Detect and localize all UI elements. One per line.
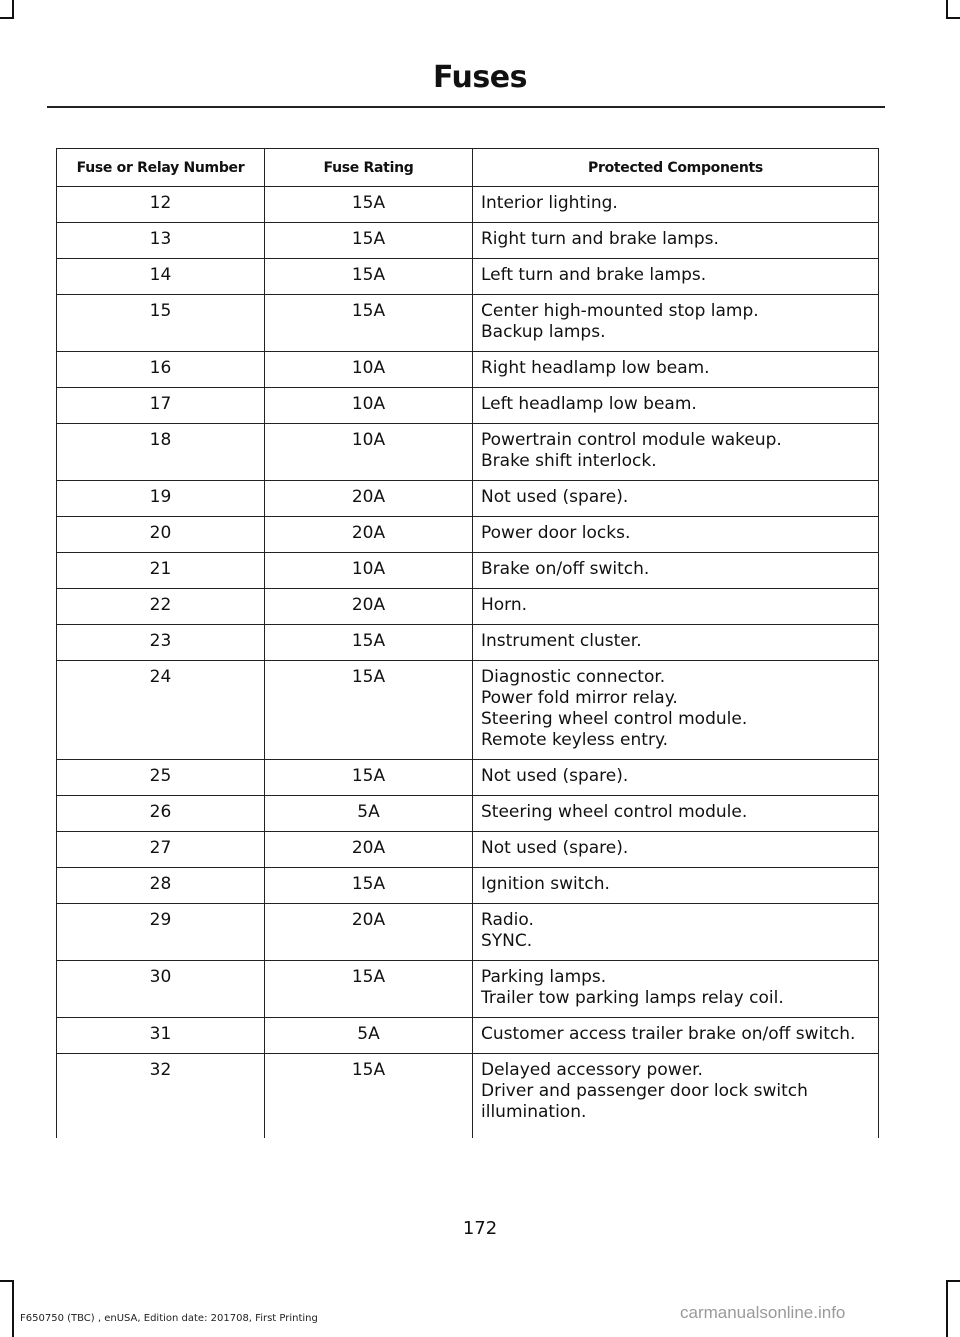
component-line: Power fold mirror relay. (481, 688, 678, 708)
footer-edition: F650750 (TBC) , enUSA, Edition date: 201708, First Printing (20, 1313, 318, 1324)
fuse-number-cell: 32 (57, 1054, 265, 1139)
component-line: Diagnostic connector. (481, 667, 666, 687)
header-protected-components: Protected Components (473, 149, 879, 187)
fuse-number-cell: 25 (57, 760, 265, 796)
fuse-number-cell: 29 (57, 904, 265, 961)
crop-mark (946, 17, 960, 19)
component-line: Delayed accessory power. (481, 1060, 703, 1080)
page-number: 172 (462, 1218, 498, 1239)
header-fuse-number: Fuse or Relay Number (57, 149, 265, 187)
protected-components-cell (473, 223, 879, 259)
fuse-number-cell: 28 (57, 868, 265, 904)
fuse-number-cell: 12 (57, 187, 265, 223)
fuse-rating-cell: 15A (265, 760, 473, 796)
protected-components-cell (473, 352, 879, 388)
protected-components-cell (473, 796, 879, 832)
component-line: Not used (spare). (481, 838, 629, 858)
table-row (57, 868, 879, 904)
table-row (57, 223, 879, 259)
table-row (57, 517, 879, 553)
component-line: Brake on/off switch. (481, 559, 650, 579)
fuse-number-cell: 20 (57, 517, 265, 553)
table-row (57, 661, 879, 760)
fuse-rating-cell: 20A (265, 589, 473, 625)
fuse-rating-cell: 20A (265, 517, 473, 553)
component-line: Right headlamp low beam. (481, 358, 710, 378)
fuse-number-cell: 30 (57, 961, 265, 1018)
fuse-rating-cell: 15A (265, 1054, 473, 1139)
protected-components-cell (473, 187, 879, 223)
fuse-number-cell: 16 (57, 352, 265, 388)
component-line: Steering wheel control module. (481, 802, 748, 822)
component-line: Remote keyless entry. (481, 730, 668, 750)
fuse-rating-cell: 15A (265, 295, 473, 352)
component-line: Power door locks. (481, 523, 631, 543)
table-body (57, 187, 879, 1139)
component-line: Driver and passenger door lock switch illumination. (481, 1081, 808, 1122)
fuse-rating-cell: 5A (265, 1018, 473, 1054)
fuse-rating-cell: 15A (265, 661, 473, 760)
fuse-rating-cell: 15A (265, 868, 473, 904)
component-line: Brake shift interlock. (481, 451, 657, 471)
protected-components-cell (473, 517, 879, 553)
fuse-rating-cell: 10A (265, 352, 473, 388)
fuse-number-cell: 21 (57, 553, 265, 589)
protected-components-cell (473, 1018, 879, 1054)
component-line: Trailer tow parking lamps relay coil. (481, 988, 784, 1008)
protected-components-cell (473, 1054, 879, 1139)
fuse-rating-cell: 10A (265, 553, 473, 589)
component-line: Left turn and brake lamps. (481, 265, 707, 285)
fuse-rating-cell: 15A (265, 625, 473, 661)
component-line: Left headlamp low beam. (481, 394, 697, 414)
protected-components-cell (473, 388, 879, 424)
table-row (57, 481, 879, 517)
crop-mark (946, 1282, 948, 1337)
component-line: SYNC. (481, 931, 533, 951)
table-row (57, 295, 879, 352)
table-row (57, 553, 879, 589)
crop-mark (12, 1282, 14, 1337)
crop-mark (0, 1280, 14, 1282)
component-line: Not used (spare). (481, 487, 629, 507)
component-line: Not used (spare). (481, 766, 629, 786)
component-line: Ignition switch. (481, 874, 610, 894)
component-line: Customer access trailer brake on/off switch. (481, 1024, 856, 1044)
table-header-row (57, 149, 879, 187)
fuse-rating-cell: 10A (265, 388, 473, 424)
protected-components-cell (473, 961, 879, 1018)
protected-components-cell (473, 259, 879, 295)
protected-components-cell (473, 589, 879, 625)
fuse-rating-cell: 5A (265, 796, 473, 832)
fuse-number-cell: 22 (57, 589, 265, 625)
table-row (57, 832, 879, 868)
fuse-rating-cell: 20A (265, 481, 473, 517)
table-row (57, 760, 879, 796)
protected-components-cell (473, 553, 879, 589)
fuse-number-cell: 17 (57, 388, 265, 424)
fuse-rating-cell: 20A (265, 904, 473, 961)
table-row (57, 625, 879, 661)
fuse-number-cell: 26 (57, 796, 265, 832)
fuse-number-cell: 15 (57, 295, 265, 352)
fuse-rating-cell: 20A (265, 832, 473, 868)
protected-components-cell (473, 760, 879, 796)
page-title: Fuses (433, 60, 527, 95)
component-line: Steering wheel control module. (481, 709, 748, 729)
component-line: Interior lighting. (481, 193, 618, 213)
component-line: Instrument cluster. (481, 631, 642, 651)
table-row (57, 259, 879, 295)
fuse-rating-cell: 15A (265, 259, 473, 295)
protected-components-cell (473, 424, 879, 481)
fuse-number-cell: 19 (57, 481, 265, 517)
crop-mark (946, 1280, 960, 1282)
fuse-rating-cell: 15A (265, 223, 473, 259)
crop-mark (12, 0, 14, 18)
fuse-number-cell: 24 (57, 661, 265, 760)
fuse-rating-cell: 10A (265, 424, 473, 481)
table-row (57, 589, 879, 625)
component-line: Parking lamps. (481, 967, 607, 987)
header-fuse-rating: Fuse Rating (265, 149, 473, 187)
fuse-number-cell: 23 (57, 625, 265, 661)
fuse-number-cell: 27 (57, 832, 265, 868)
table-row (57, 388, 879, 424)
fuse-number-cell: 14 (57, 259, 265, 295)
protected-components-cell (473, 661, 879, 760)
table-row (57, 1054, 879, 1139)
component-line: Backup lamps. (481, 322, 606, 342)
fuse-number-cell: 31 (57, 1018, 265, 1054)
table-row (57, 796, 879, 832)
crop-mark (946, 0, 948, 18)
protected-components-cell (473, 868, 879, 904)
table-row (57, 187, 879, 223)
protected-components-cell (473, 295, 879, 352)
table-row (57, 961, 879, 1018)
protected-components-cell (473, 481, 879, 517)
component-line: Powertrain control module wakeup. (481, 430, 782, 450)
protected-components-cell (473, 904, 879, 961)
table-row (57, 904, 879, 961)
protected-components-cell (473, 832, 879, 868)
table-row (57, 1018, 879, 1054)
title-rule (47, 106, 885, 108)
component-line: Center high-mounted stop lamp. (481, 301, 759, 321)
table-row (57, 424, 879, 481)
crop-mark (0, 17, 14, 19)
fuse-rating-cell: 15A (265, 187, 473, 223)
component-line: Horn. (481, 595, 528, 615)
watermark: carmanualsonline.info (680, 1303, 846, 1322)
fuse-rating-cell: 15A (265, 961, 473, 1018)
table-row (57, 352, 879, 388)
fuse-number-cell: 18 (57, 424, 265, 481)
fuse-number-cell: 13 (57, 223, 265, 259)
component-line: Right turn and brake lamps. (481, 229, 719, 249)
component-line: Radio. (481, 910, 534, 930)
protected-components-cell (473, 625, 879, 661)
fuse-table (56, 148, 879, 1138)
